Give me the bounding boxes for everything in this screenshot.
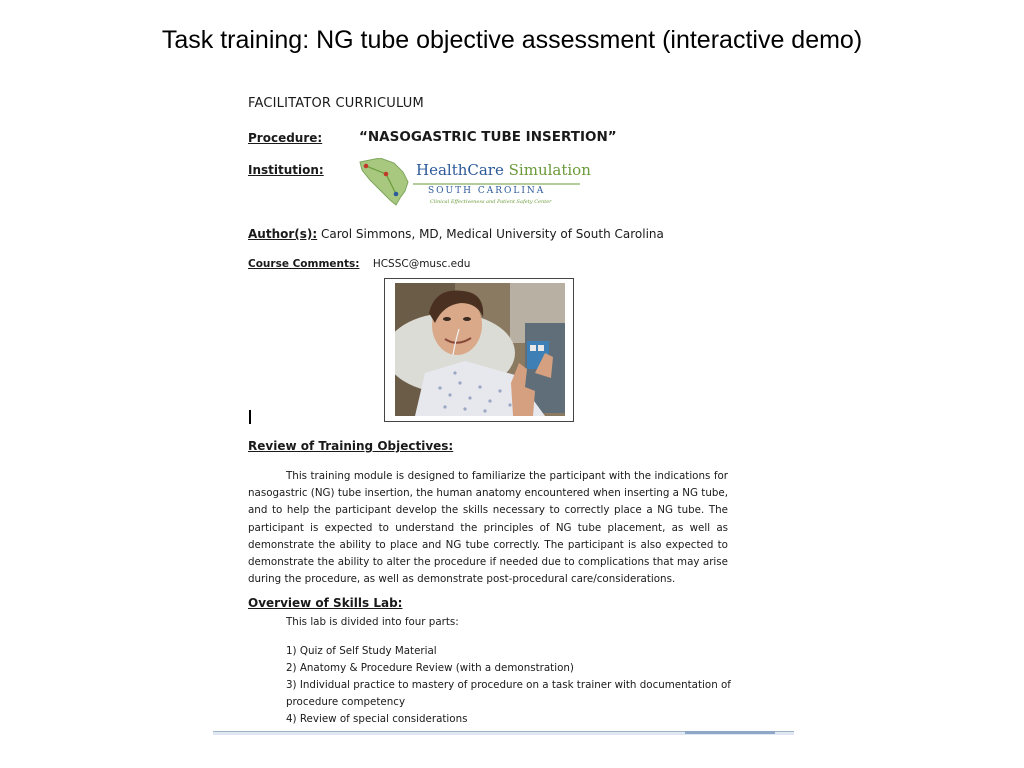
document-heading: FACILITATOR CURRICULUM: [248, 96, 424, 111]
overview-list: [286, 643, 736, 728]
author-line: [248, 227, 664, 241]
procedure-label: Procedure:: [248, 131, 323, 145]
logo-name-part1: HealthCare: [416, 161, 504, 179]
document-page: [213, 88, 794, 734]
course-comments-value: HCSSC@musc.edu: [372, 258, 471, 270]
institution-label: Institution:: [248, 163, 324, 177]
patient-photo-frame: [384, 278, 574, 422]
patient-photo: [395, 283, 565, 416]
document-bottom-edge: [213, 731, 794, 735]
overview-intro: This lab is divided into four parts:: [286, 616, 459, 628]
overview-heading: Overview of Skills Lab:: [248, 596, 403, 610]
list-item: 4) Review of special considerations: [286, 713, 468, 725]
slide-title: Task training: NG tube objective assessment (interactive demo): [161, 26, 863, 54]
course-comments-label: Course Comments:: [248, 258, 360, 270]
review-heading: Review of Training Objectives:: [248, 439, 454, 453]
author-value: Carol Simmons, MD, Medical University of South Carolina: [321, 227, 664, 241]
list-item: 3) Individual practice to mastery of procedure on a task trainer with documentation of procedure competency: [286, 679, 731, 708]
logo-subtitle: SOUTH CAROLINA: [428, 186, 546, 196]
list-item: 2) Anatomy & Procedure Review (with a demonstration): [286, 662, 574, 674]
logo-tagline: Clinical Effectiveness and Patient Safety Center: [430, 199, 552, 205]
review-paragraph: This training module is designed to familiarize the participant with the indications for nasogastric (NG) tube insertion, the human anatomy encountered when inserting a NG tube, and to help the participant develop the skills necessary to correctly place a NG tube. The participant is expected to understand the principles of NG tube placement, as well as demonstrate the ability to place and NG tube correctly. The participant is also expected to demonstrate the ability to alter the procedure if needed due to complications that may arise during the procedure, as well as demonstrate post-procedural care/considerations.: [248, 470, 728, 585]
procedure-value: “NASOGASTRIC TUBE INSERTION”: [359, 129, 617, 145]
logo-name-part2: Simulation: [508, 161, 591, 179]
course-comments-line: [248, 258, 470, 270]
institution-logo: [358, 158, 591, 208]
scroll-indicator: [685, 731, 775, 734]
author-label: Author(s):: [248, 227, 318, 241]
text-cursor: [249, 410, 251, 424]
list-item: 1) Quiz of Self Study Material: [286, 645, 437, 657]
